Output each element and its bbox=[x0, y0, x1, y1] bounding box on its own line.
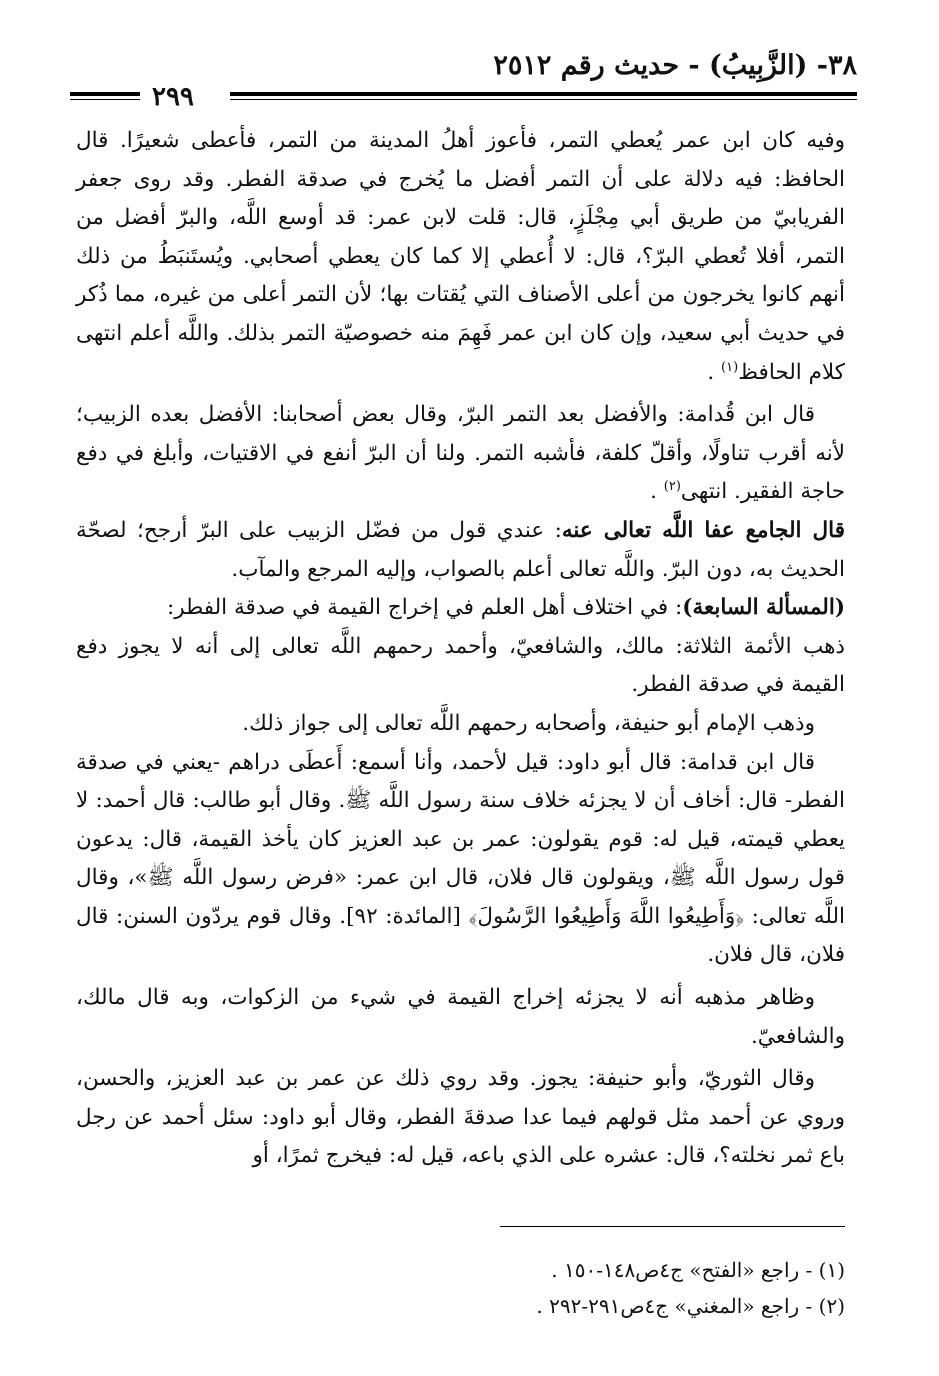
paragraph-6: وذهب الإمام أبو حنيفة، وأصحابه رحمهم اللَّه تعالى إلى جواز ذلك. bbox=[242, 710, 815, 736]
paragraph-5: ذهب الأئمة الثلاثة: مالك، والشافعيّ، وأحمد رحمهم اللَّه تعالى إلى أنه لا يجوز دفع القيمة في صدقة الفطر. bbox=[76, 633, 845, 698]
footnote-2: (٢) - راجع «المغني» ج٤ص٢٩١-٢٩٢ . bbox=[536, 1294, 845, 1318]
paragraph-7: قال ابن قدامة: قال أبو داود: قيل لأحمد، وأنا أسمع: أَعطَى دراهم -يعني في صدقة الفطر- قال: أخاف أن لا يجزئه خلاف سنة رسول اللَّه ﷺ. وقال أبو طالب: قال أحمد: لا يعطي قيمته، قيل له: قوم يقولون: عمر بن عبد العزيز كان يأخذ القيمة، قال: يدعون قول رسول اللَّه ﷺ، ويقولون قال فلان، قال ابن عمر: «فرض رسول اللَّه ﷺ»، وقال اللَّه تعالى: ﴿وَأَطِيعُوا اللَّهَ وَأَطِيعُوا الرَّسُولَ﴾ [المائدة: ٩٢]. وقال قوم يردّون السنن: قال فلان، قال فلان. bbox=[76, 749, 846, 968]
issue-heading: (المسألة السابعة) bbox=[682, 595, 845, 621]
header-rule-left-thick bbox=[70, 92, 140, 96]
footnote-separator bbox=[500, 1226, 845, 1227]
footnotes bbox=[536, 1252, 845, 1324]
paragraph-1-text: وفيه كان ابن عمر يُعطي التمر، فأعوز أهلُ المدينة من التمر، فأعطى شعيرًا. قال الحافظ: فيه دلالة على أن التمر أفضل ما يُخرج في صدقة الفطر. وقد روى جعفر الفريابيّ من طريق أبي مِجْلَزٍ، قال: قلت لابن عمر: قد أوسع اللَّه، والبرّ أفضل من التمر، أفلا تُعطي البرّ؟، قال: لا أُعطي إلا كما كان يعطي أصحابي. ويُستَنبَطُ من ذلك أنهم كانوا يخرجون من أعلى الأصناف التي يُقتات بها؛ لأن التمر أعلى من غيره، مما ذُكر في حديث أبي سعيد، وإن كان ابن عمر فَهِمَ منه خصوصيّة التمر بذلك. واللَّه أعلم انتهى كلام الحافظ bbox=[76, 128, 845, 385]
footnote-ref-2: (٢) bbox=[663, 479, 681, 495]
header-rule-thick bbox=[230, 92, 857, 96]
paragraph-9: وقال الثوريّ، وأبو حنيفة: يجوز. وقد روي ذلك عن عمر بن عبد العزيز، والحسن، وروي عن أحمد مثل قولهم فيما عدا صدقةَ الفطر، وقال أبو داود: سئل أحمد عن رجل باع ثمر نخلته؟، قال: عشره على الذي باعه، قيل له: فيخرج ثمرًا، أو bbox=[76, 1066, 845, 1169]
main-text bbox=[76, 122, 845, 1176]
paragraph-4-text: : في اختلاف أهل العلم في إخراج القيمة في صدقة الفطر: bbox=[166, 595, 683, 621]
paragraph-8: وظاهر مذهبه أنه لا يجزئه إخراج القيمة في شيء من الزكوات، وبه قال مالك، والشافعيّ. bbox=[76, 985, 845, 1049]
paragraph-2 bbox=[76, 396, 845, 512]
running-title: ٣٨- (الزَّبِيبُ) - حديث رقم ٢٥١٢ bbox=[493, 50, 857, 81]
page-number: ٢٩٩ bbox=[152, 82, 194, 112]
footnote-1: (١) - راجع «الفتح» ج٤ص١٤٨-١٥٠ . bbox=[551, 1258, 845, 1282]
paragraph-1 bbox=[76, 122, 845, 392]
page-header bbox=[70, 48, 857, 112]
paragraph-3 bbox=[76, 512, 845, 589]
footnote-ref-1: (١) bbox=[721, 359, 739, 375]
paragraph-2-text: قال ابن قُدامة: والأفضل بعد التمر البرّ، وقال بعض أصحابنا: الأفضل بعده الزبيب؛ لأنه أقرب تناولًا، وأقلّ كلفة، فأشبه التمر. ولنا أن البرّ أنفع في الاقتيات، وأبلغ في دفع حاجة الفقير. انتهى bbox=[76, 402, 845, 505]
author-note-heading: قال الجامع عفا اللَّه تعالى عنه bbox=[561, 517, 845, 543]
paragraph-4 bbox=[76, 589, 845, 628]
header-rule-left-thin bbox=[70, 99, 140, 100]
paragraph-2-end: . bbox=[650, 479, 664, 505]
header-rule-thin bbox=[230, 99, 857, 100]
paragraph-1-end: . bbox=[707, 359, 721, 385]
paragraph-3-text: : عندي قول من فضّل الزبيب على البرّ أرجح؛ لصحّة الحديث به، دون البرّ. واللَّه تعالى أعلم بالصواب، وإليه المرجع والمآب. bbox=[76, 517, 845, 582]
